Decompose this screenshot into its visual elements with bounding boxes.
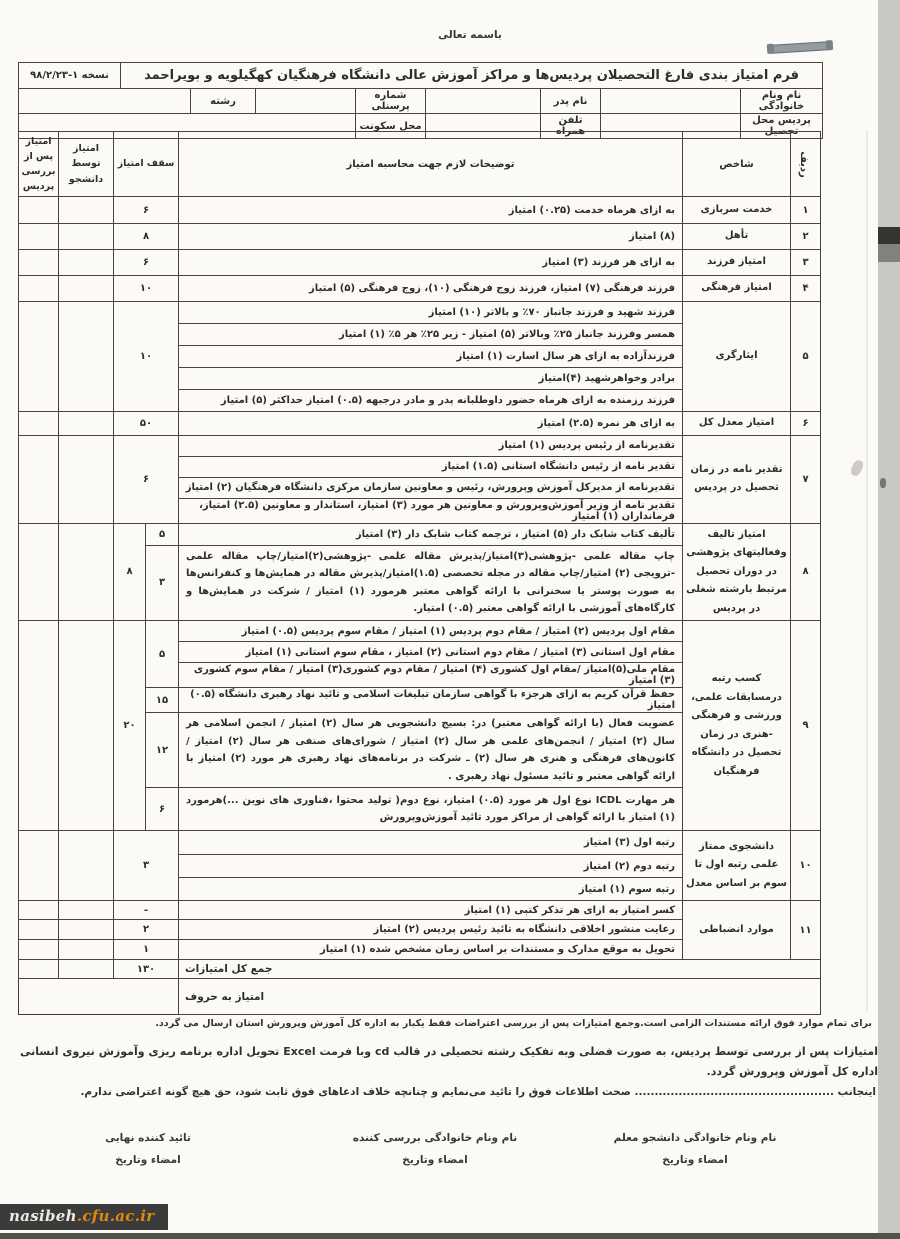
student-score-cell <box>59 412 114 436</box>
row-number: ۵ <box>791 302 821 412</box>
signature-final-sign-label: امضاء وتاریخ <box>115 1154 181 1166</box>
criterion-cell: رتبه سوم (۱) امتیاز <box>179 878 683 901</box>
paper-fold-line <box>866 130 868 1012</box>
criterion-cell: فرزند رزمنده به ازای هرماه حضور داوطلبانه پدر و مادر درجبهه (۰.۵) امتیاز حداکثر (۵) امتیاز <box>179 390 683 412</box>
student-score-cell <box>59 920 114 940</box>
item-max-cell: ۱۵ <box>146 688 179 713</box>
declaration-text: اینجانب .................................................. صحت اطلاعات فوق را تائید می‌نمایم و چنانچه خلاف ادعاهای فوق ثابت شود، حق هیچ گونه اعتراضی ندارم. <box>80 1086 876 1098</box>
campus-score-cell <box>19 960 59 979</box>
signature-student-name-label: نام ونام خانوادگی دانشجو معلم <box>613 1132 777 1144</box>
signature-student <box>590 1132 800 1166</box>
campus-score-cell <box>19 435 59 523</box>
score-in-words-label: امتیاز به حروف <box>179 979 821 1015</box>
indicator-cell: تأهل <box>683 224 791 250</box>
item-max-cell: ۵ <box>146 523 179 545</box>
criterion-cell: کسر امتیاز به ازای هر تذکر کتبی (۱) امتیاز <box>179 901 683 920</box>
staple-icon <box>768 41 832 54</box>
criterion-cell: تقدیر نامه از رئیس دانشگاه استانی (۱.۵) امتیاز <box>179 456 683 477</box>
campus-score-cell <box>19 831 59 901</box>
father-name-field <box>426 89 541 114</box>
criterion-cell: مقام اول پردیس (۲) امتیاز / مقام دوم پردیس (۱) امتیاز / مقام سوم پردیس (۰.۵) امتیاز <box>179 621 683 642</box>
watermark-site-domain: .cfu.ac.ir <box>76 1207 155 1225</box>
max-score-cell: ۱۰ <box>114 276 179 302</box>
item-max-cell: ۵ <box>146 621 179 688</box>
father-name-label: نام پدر <box>541 89 601 114</box>
student-score-cell <box>59 250 114 276</box>
row-number: ۱۱ <box>791 901 821 960</box>
indicator-cell: امتیاز تالیف وفعالیتهای پژوهشی در دوران تحصیل مرتبط بارشته شغلی در پردیس <box>683 523 791 621</box>
ink-smudge <box>849 459 865 478</box>
campus-score-cell <box>19 901 59 920</box>
criterion-cell: رعایت منشور اخلاقی دانشگاه به تائید رئیس پردیس (۲) امتیاز <box>179 920 683 940</box>
row-number: ۱۰ <box>791 831 821 901</box>
criterion-cell: حفظ قرآن کریم به ازای هرجزء با گواهی سازمان تبلیغات اسلامی و تائید نهاد رهبری دانشگاه (۰.۵) امتیاز <box>179 688 683 713</box>
indicator-cell: تقدیر نامه در زمان تحصیل در پردیس <box>683 435 791 523</box>
col-header-campus-score: امتیاز پس از بررسی پردیس <box>19 132 59 197</box>
student-score-cell <box>59 197 114 224</box>
student-score-cell <box>59 960 114 979</box>
criterion-cell: مقام اول استانی (۳) امتیاز / مقام دوم استانی (۲) امتیاز ، مقام سوم استانی (۱) امتیاز <box>179 642 683 663</box>
delivery-note: امتیازات پس از بررسی توسط پردیس، به صورت فضلی وبه تفکیک رشته تحصیلی در قالب cd وبا فرمت Excel تحویل اداره برنامه ریزی وآموزش نیروی انسانی اداره کل آموزش وپرورش گردد. <box>20 1045 878 1078</box>
student-score-cell <box>59 831 114 901</box>
criterion-cell: رتبه دوم (۲) امتیاز <box>179 855 683 878</box>
signature-final-name-label: تائید کننده نهایی <box>105 1132 191 1144</box>
criterion-cell: تألیف کتاب شابک دار (۵) امتیاز ، ترجمه کتاب شابک دار (۳) امتیاز <box>179 523 683 545</box>
criterion-cell: فرزند فرهنگی (۷) امتیاز، فرزند زوج فرهنگی (۱۰)، زوج فرهنگی (۵) امتیاز <box>179 276 683 302</box>
criterion-cell: به ازای هر نمره (۲.۵) امتیاز <box>179 412 683 436</box>
max-score-cell: ۶ <box>114 197 179 224</box>
criterion-cell: (۸) امتیاز <box>179 224 683 250</box>
indicator-cell: امتیاز فرهنگی <box>683 276 791 302</box>
item-max-cell: ۳ <box>146 545 179 620</box>
criterion-cell: تحویل به موقع مدارک و مستندات بر اساس زمان مشخص شده (۱) امتیاز <box>179 940 683 960</box>
criterion-cell: همسر وفرزند جانباز ۲۵٪ وبالاتر (۵) امتیاز - زیر ۲۵٪ هر ۵٪ (۱) امتیاز <box>179 324 683 346</box>
max-score-cell: ۸ <box>114 224 179 250</box>
indicator-cell: موارد انضباطی <box>683 901 791 960</box>
row-number: ۴ <box>791 276 821 302</box>
max-score-cell: ۳ <box>114 831 179 901</box>
campus-score-cell <box>19 412 59 436</box>
max-score-cell: ۶ <box>114 250 179 276</box>
scan-gray-band <box>878 244 900 262</box>
campus-score-cell <box>19 920 59 940</box>
indicator-cell: خدمت سربازی <box>683 197 791 224</box>
max-score-cell: ۲۰ <box>114 621 146 831</box>
student-score-cell <box>59 276 114 302</box>
scan-speck <box>880 478 886 488</box>
indicator-cell: امتیاز معدل کل <box>683 412 791 436</box>
criterion-cell: فرزند شهید و فرزند جانباز ۷۰٪ و بالاتر (۱۰) امتیاز <box>179 302 683 324</box>
campus-score-cell <box>19 621 59 831</box>
major-field <box>19 89 191 114</box>
student-score-cell <box>59 901 114 920</box>
row-number: ۸ <box>791 523 821 621</box>
criterion-cell: فرزندآزاده به ازای هر سال اسارت (۱) امتیاز <box>179 346 683 368</box>
criterion-cell: تقدیرنامه از مدیرکل آموزش وپرورش، رئیس و معاونین سازمان مرکزی دانشگاه فرهنگیان (۲) امتیاز <box>179 477 683 498</box>
criterion-cell: تقدیر نامه از وزیر آموزش‌وپرورش و معاونین هر مورد (۳) امتیاز، استاندار و معاونین (۲.۵) امتیاز، فرمانداران (۱) امتیاز <box>179 498 683 523</box>
indicator-cell: کسب رتبه درمسابقات علمی، ورزشی و فرهنگی -هنری در زمان تحصیل در دانشگاه فرهنگیان <box>683 621 791 831</box>
max-score-cell: ۶ <box>114 435 179 523</box>
campus-score-cell <box>19 224 59 250</box>
fullname-label: نام ونام خانوادگی <box>741 89 823 114</box>
max-score-cell: ۱۰ <box>114 302 179 412</box>
major-label: رشته <box>191 89 256 114</box>
site-watermark <box>0 1204 168 1230</box>
col-header-student-score: امتیاز توسط دانشجو <box>59 132 114 197</box>
item-max-cell: ۱۲ <box>146 713 179 788</box>
criterion-cell: مقام ملی(۵)امتیاز /مقام اول کشوری (۴) امتیاز / مقام دوم کشوری(۳) امتیاز / مقام سوم کشوری (۳) امتیاز <box>179 663 683 688</box>
row-number: ۳ <box>791 250 821 276</box>
criterion-cell: برادر وخواهرشهید (۴)امتیاز <box>179 368 683 390</box>
max-score-cell: ۲ <box>114 920 179 940</box>
form-version: نسخه ۱-۹۸/۲/۲۳ <box>19 63 121 89</box>
indicator-cell: امتیاز فرزند <box>683 250 791 276</box>
student-score-cell <box>59 940 114 960</box>
campus-score-cell <box>19 940 59 960</box>
campus-score-cell <box>19 250 59 276</box>
criterion-cell: تقدیرنامه از رئیس پردیس (۱) امتیاز <box>179 435 683 456</box>
personnel-no-field <box>256 89 356 114</box>
criterion-cell: عضویت فعال (با ارائه گواهی معتبر) در: بسیج دانشجویی هر سال (۲) امتیاز / انجمن اسلامی هر سال (۲) امتیاز / انجمن‌های علمی هر سال (۲) امتیاز / شورای‌های صنفی هر سال (۲) امتیاز / کانون‌های فرهنگی و هنری هر سال (۲) ـ شرکت در برنامه‌های نهاد رهبری هر مورد (۲) امتیاز با ارائه گواهی معتبر و تائید مسئول نهاد رهبری . <box>179 713 683 788</box>
max-score-cell: ۸ <box>114 523 146 621</box>
total-max-cell: ۱۳۰ <box>114 960 179 979</box>
max-score-cell: ۵۰ <box>114 412 179 436</box>
residence-label: محل سکونت <box>356 114 426 139</box>
student-score-cell <box>59 224 114 250</box>
fullname-field <box>601 89 741 114</box>
personnel-no-label: شماره پرسنلی <box>356 89 426 114</box>
watermark-site-name: nasibeh <box>9 1207 77 1225</box>
scoring-table <box>18 131 821 1015</box>
indicator-cell: دانشجوی ممتاز علمی رتبه اول تا سوم بر اساس معدل <box>683 831 791 901</box>
campus-score-cell <box>19 523 59 621</box>
signature-student-sign-label: امضاء وتاریخ <box>662 1154 728 1166</box>
signature-reviewer-sign-label: امضاء وتاریخ <box>402 1154 468 1166</box>
row-number: ۷ <box>791 435 821 523</box>
student-score-cell <box>59 302 114 412</box>
header-table <box>18 62 823 139</box>
max-score-cell: - <box>114 901 179 920</box>
signature-reviewer-name-label: نام ونام خانوادگی بررسی کننده <box>352 1132 518 1144</box>
row-number: ۹ <box>791 621 821 831</box>
criterion-cell: به ازای هرماه خدمت (۰.۲۵) امتیاز <box>179 197 683 224</box>
form-title: فرم امتیاز بندی فارغ التحصیلان پردیس‌ها و مراکز آموزش عالی دانشگاه فرهنگیان کهگیلویه و بویراحمد <box>121 63 823 89</box>
row-number: ۶ <box>791 412 821 436</box>
col-header-max: سقف امتیاز <box>114 132 179 197</box>
col-header-row-no: ردیف <box>791 132 821 197</box>
campus-label: پردیس محل تحصیل <box>741 114 823 139</box>
scanner-edge-strip <box>878 0 900 1239</box>
signature-final-approver <box>43 1132 253 1166</box>
max-score-cell: ۱ <box>114 940 179 960</box>
row-number: ۱ <box>791 197 821 224</box>
student-score-cell <box>59 435 114 523</box>
scan-dark-band <box>878 227 900 244</box>
documentation-note: برای تمام موارد فوق ارائه مستندات الزامی است.وجمع امتیازات پس از بررسی اعتراضات فقط یکبار به اداره کل آموزش وپرورش استان ارسال می گردد. <box>155 1018 872 1029</box>
student-score-cell <box>59 621 114 831</box>
col-header-description: توضیحات لازم جهت محاسبه امتیاز <box>179 132 683 197</box>
campus-score-cell <box>19 197 59 224</box>
campus-score-cell <box>19 302 59 412</box>
row-number: ۲ <box>791 224 821 250</box>
item-max-cell: ۶ <box>146 788 179 831</box>
indicator-cell: ایثارگری <box>683 302 791 412</box>
total-label: جمع کل امتیازات <box>179 960 821 979</box>
student-score-cell <box>59 523 114 621</box>
criterion-cell: چاپ مقاله علمی -پژوهشی(۳)امتیاز/پذیرش مقاله علمی -پژوهشی(۲)امتیاز/چاپ مقاله علمی -ترویجی (۲) امتیاز/چاپ مقاله در مجله تخصصی (۱.۵)امتیاز/پذیرش مقاله در همایش‌ها و کنفرانس‌ها به صورت پوستر یا سخنرانی با ارائه گواهی معتبر هرمورد (۱) امتیاز / شرکت در همایش‌ها و کارگاه‌های آموزشی با ارائه گواهی معتبر (۰.۵) امتیاز. <box>179 545 683 620</box>
scan-bottom-edge <box>0 1233 900 1239</box>
col-header-indicator: شاخص <box>683 132 791 197</box>
signature-reviewer <box>330 1132 540 1166</box>
bismillah-text: باسمه تعالی <box>438 29 502 41</box>
criterion-cell: هر مهارت ICDL نوع اول هر مورد (۰.۵) امتیاز، نوع دوم( تولید محتوا ،فناوری های نوین ...)هرمورد (۱) امتیاز با ارائه گواهی از مراکز مورد تائید آموزش‌وپرورش <box>179 788 683 831</box>
campus-score-cell <box>19 276 59 302</box>
criterion-cell: رتبه اول (۳) امتیاز <box>179 831 683 855</box>
criterion-cell: به ازای هر فرزند (۳) امتیاز <box>179 250 683 276</box>
mobile-label: تلفن همراه <box>541 114 601 139</box>
